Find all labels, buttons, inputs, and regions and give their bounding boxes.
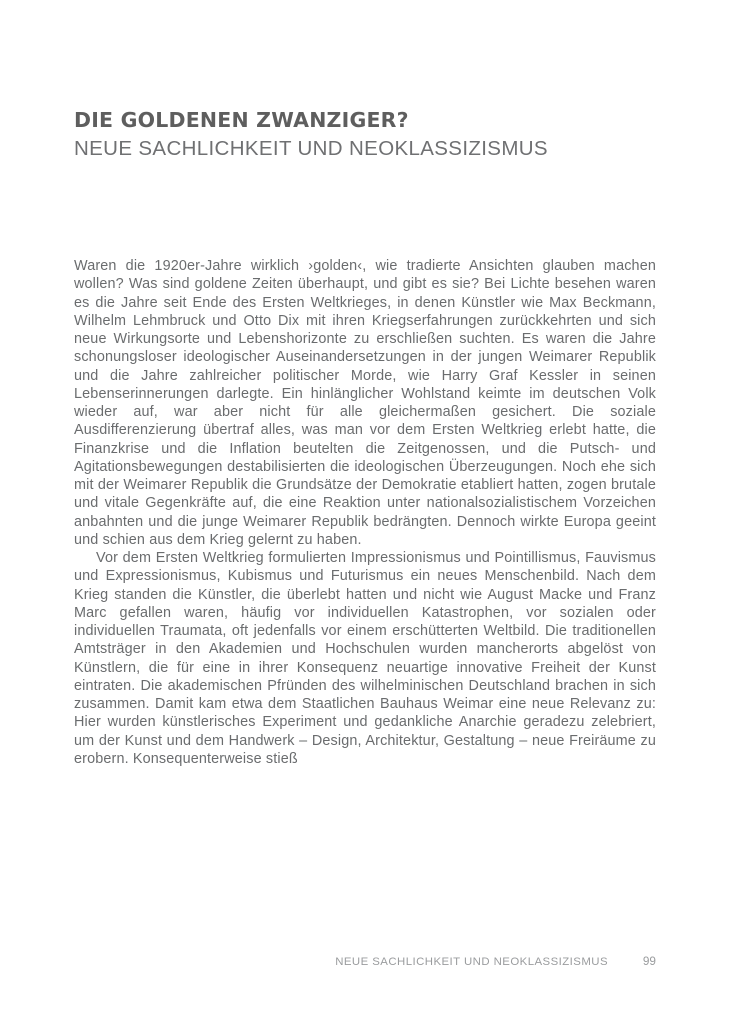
page-footer (74, 954, 656, 968)
body-text-block (74, 257, 656, 768)
footer-running-head: NEUE SACHLICHKEIT UND NEOKLASSIZISMUS (335, 956, 608, 968)
body-paragraph-2: Vor dem Ersten Weltkrieg formulierten Impressionismus und Pointillismus, Fauvismus und Expressionismus, Kubismus und Futurismus ein neues Menschenbild. Nach dem Krieg standen die Künstler, die überlebt hatten und nicht wie August Macke und Franz Marc gefallen waren, häufig vor individuellen Katastrophen, vor sozialen oder individuellen Traumata, oft jedenfalls vor einem erschütterten Weltbild. Die traditionellen Amtsträger in den Akademien und Hochschulen wurden mancherorts abgelöst von Künstlern, die für eine in ihrer Konsequenz neuartige innovative Freiheit der Kunst eintraten. Die akademischen Pfründen des wilhelminischen Deutschland brachen in sich zusammen. Damit kam etwa dem Staatlichen Bauhaus Weimar eine neue Relevanz zu: Hier wurden künstlerisches Experiment und gedankliche Anarchie geradezu zelebriert, um der Kunst und dem Handwerk – Design, Architektur, Gestaltung – neue Freiräume zu erobern. Konsequenterweise stieß (74, 550, 656, 767)
page-title: DIE GOLDENEN ZWANZIGER? (74, 108, 409, 132)
chapter-heading-block (74, 108, 656, 163)
body-paragraph-1: Waren die 1920er-Jahre wirklich ›golden‹, wie tradierte Ansichten glauben machen wollen? Was sind goldene Zeiten überhaupt, und gibt es sie? Bei Lichte besehen waren es die Jahre seit Ende des Ersten Weltkrieges, in denen Künstler wie Max Beckmann, Wilhelm Lehmbruck und Otto Dix mit ihren Kriegserfahrungen zurückkehrten und sich neue Wirkungsorte und Lebenshorizonte zu erschließen suchten. Es waren die Jahre schonungsloser ideologischer Auseinandersetzungen in der jungen Weimarer Republik und die Jahre zahlreicher politischer Morde, wie Harry Graf Kessler in seinen Lebenserinnerungen darlegte. Ein hinlänglicher Wohlstand keimte im deutschen Volk wieder auf, war aber nicht für alle gleichermaßen gesichert. Die soziale Ausdifferenzierung übertraf alles, was man vor dem Ersten Weltkrieg erlebt hatte, die Finanzkrise und die Inflation beutelten die Zeitgenossen, und die Putsch- und Agitationsbewegungen destabilisierten die ideologischen Überzeugungen. Noch ehe sich mit der Weimarer Republik die Grundsätze der Demokratie etabliert hatten, zogen brutale und vitale Gegenkräfte auf, die eine Reaktion unter nationalsozialistischem Vorzeichen anbahnten und die junge Weimarer Republik bedrängten. Dennoch wirkte Europa geeint und schien aus dem Krieg gelernt zu haben. (74, 258, 656, 548)
page-subtitle: NEUE SACHLICHKEIT UND NEOKLASSIZISMUS (74, 137, 548, 161)
footer-page-number: 99 (642, 954, 656, 968)
